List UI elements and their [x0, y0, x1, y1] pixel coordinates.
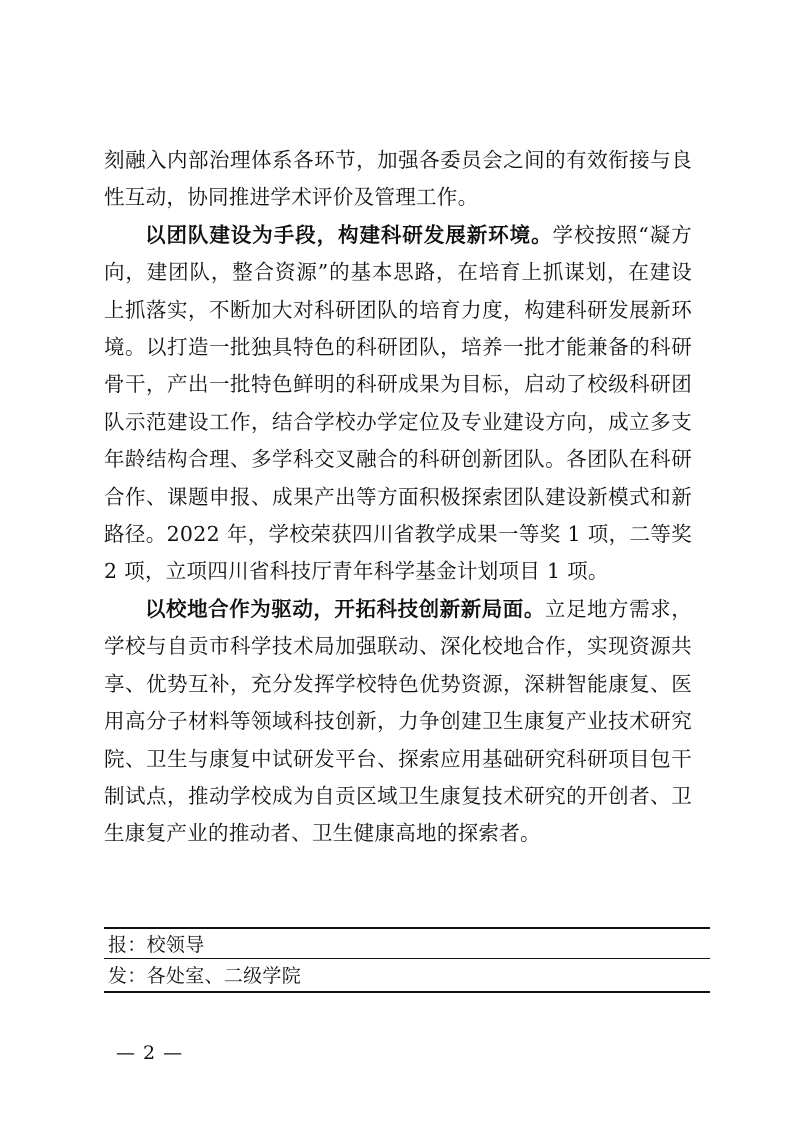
- paragraph-text: 立足地方需求，学校与自贡市科学技术局加强联动、深化校地合作，实现资源共享、优势互补，充分发挥学校特色优势资源，深耕智能康复、医用高分子材料等领域科技创新，力争创建卫生康复产业技术研究院、卫生与康复中试研发平台、探索应用基础研究科研项目包干制试点，推动学校成为自贡区域卫生康复技术研究的开创者、卫生康复产业的推动者、卫生健康高地的探索者。: [104, 596, 692, 846]
- paragraph-lead-heading: 以校地合作为驱动，开拓科技创新新局面。: [145, 596, 545, 621]
- paragraph-school-local-cooperation: [104, 591, 692, 853]
- paragraph-team-building: [104, 217, 692, 591]
- distribution-top-rule: [104, 927, 710, 929]
- paragraph-lead-heading: 以团队建设为手段，构建科研发展新环境。: [145, 222, 553, 247]
- paragraph-text: 刻融入内部治理体系各环节，加强各委员会之间的有效衔接与良性互动，协同推进学术评价及管理工作。: [104, 148, 692, 210]
- report-to-line: 报：校领导: [108, 934, 205, 956]
- paragraph-continued: [104, 142, 692, 217]
- page-number: — 2 —: [116, 1042, 184, 1064]
- distribution-bottom-rule: [104, 991, 710, 993]
- paragraph-text: 学校按照“凝方向，建团队，整合资源”的基本思路，在培育上抓谋划，在建设上抓落实，不断加大对科研团队的培育力度，构建科研发展新环境。以打造一批独具特色的科研团队，培养一批才能兼备的科研骨干，产出一批特色鲜明的科研成果为目标，启动了校级科研团队示范建设工作，结合学校办学定位及专业建设方向，成立多支年龄结构合理、多学科交叉融合的科研创新团队。各团队在科研合作、课题申报、成果产出等方面积极探索团队建设新模式和新路径。2022 年，学校荣获四川省教学成果一等奖 1 项，二等奖 2 项，立项四川省科技厅青年科学基金计划项目 1 项。: [104, 222, 692, 584]
- body-text: [104, 142, 692, 853]
- send-to-line: 发：各处室、二级学院: [108, 965, 302, 987]
- distribution-middle-rule: [104, 958, 710, 959]
